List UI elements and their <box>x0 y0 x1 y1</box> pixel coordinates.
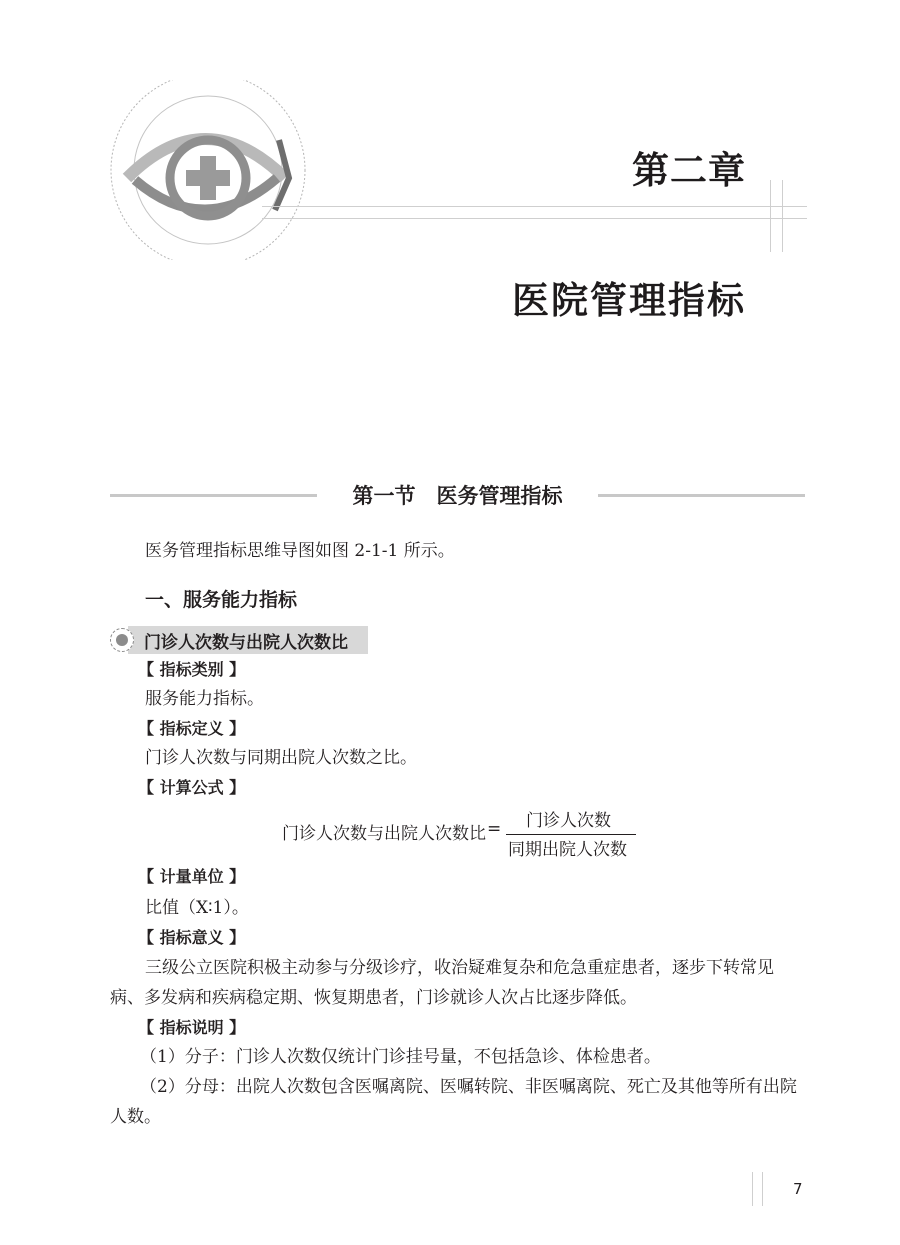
formula-numerator: 门诊人次数 <box>526 811 611 831</box>
footer-rule-1 <box>752 1172 753 1206</box>
unit-label: 【 计量单位 】 <box>138 867 246 886</box>
footer-rule-2 <box>762 1172 763 1206</box>
formula-denominator: 同期出院人次数 <box>508 840 627 860</box>
chapter-title: 第二章 <box>632 149 746 192</box>
formula <box>282 806 642 862</box>
note-2-line-2: 人数。 <box>110 1107 161 1127</box>
unit-text: 比值（X∶1）。 <box>145 898 249 918</box>
category-label: 【 指标类别 】 <box>138 660 246 679</box>
notes-label: 【 指标说明 】 <box>138 1018 246 1037</box>
header-rule-vertical-2 <box>782 180 783 252</box>
formula-equals: = <box>487 819 502 839</box>
subheading: 一、服务能力指标 <box>145 589 298 611</box>
chapter-subtitle: 医院管理指标 <box>512 278 746 322</box>
formula-lhs: 门诊人次数与出院人次数比 <box>282 824 486 844</box>
formula-label: 【 计算公式 】 <box>138 778 246 797</box>
definition-text: 门诊人次数与同期出院人次数之比。 <box>145 748 417 768</box>
header-rule-top <box>262 206 807 207</box>
meaning-text-line-1: 三级公立医院积极主动参与分级诊疗，收治疑难复杂和危急重症患者，逐步下转常见 <box>145 958 774 978</box>
indicator-title: 门诊人次数与出院人次数比 <box>144 633 348 653</box>
intro-paragraph: 医务管理指标思维导图如图 2-1-1 所示。 <box>145 541 455 561</box>
eye-cross-emblem-icon <box>105 80 315 260</box>
category-text: 服务能力指标。 <box>145 689 264 709</box>
definition-label: 【 指标定义 】 <box>138 719 246 738</box>
note-1: （1）分子：门诊人次数仅统计门诊挂号量，不包括急诊、体检患者。 <box>140 1047 661 1067</box>
header-rule-vertical-1 <box>770 180 771 252</box>
page-number: 7 <box>793 1180 803 1198</box>
section-rule-right <box>598 494 805 497</box>
note-2-line-1: （2）分母：出院人次数包含医嘱离院、医嘱转院、非医嘱离院、死亡及其他等所有出院 <box>140 1077 797 1097</box>
section-title: 第一节 医务管理指标 <box>352 484 563 508</box>
indicator-title-bar <box>110 626 368 654</box>
header-rule-bottom <box>262 218 807 219</box>
meaning-label: 【 指标意义 】 <box>138 928 246 947</box>
meaning-text-line-2: 病、多发病和疾病稳定期、恢复期患者，门诊就诊人次占比逐步降低。 <box>110 988 637 1008</box>
bullet-dot-icon <box>110 628 134 652</box>
section-heading <box>110 478 805 510</box>
